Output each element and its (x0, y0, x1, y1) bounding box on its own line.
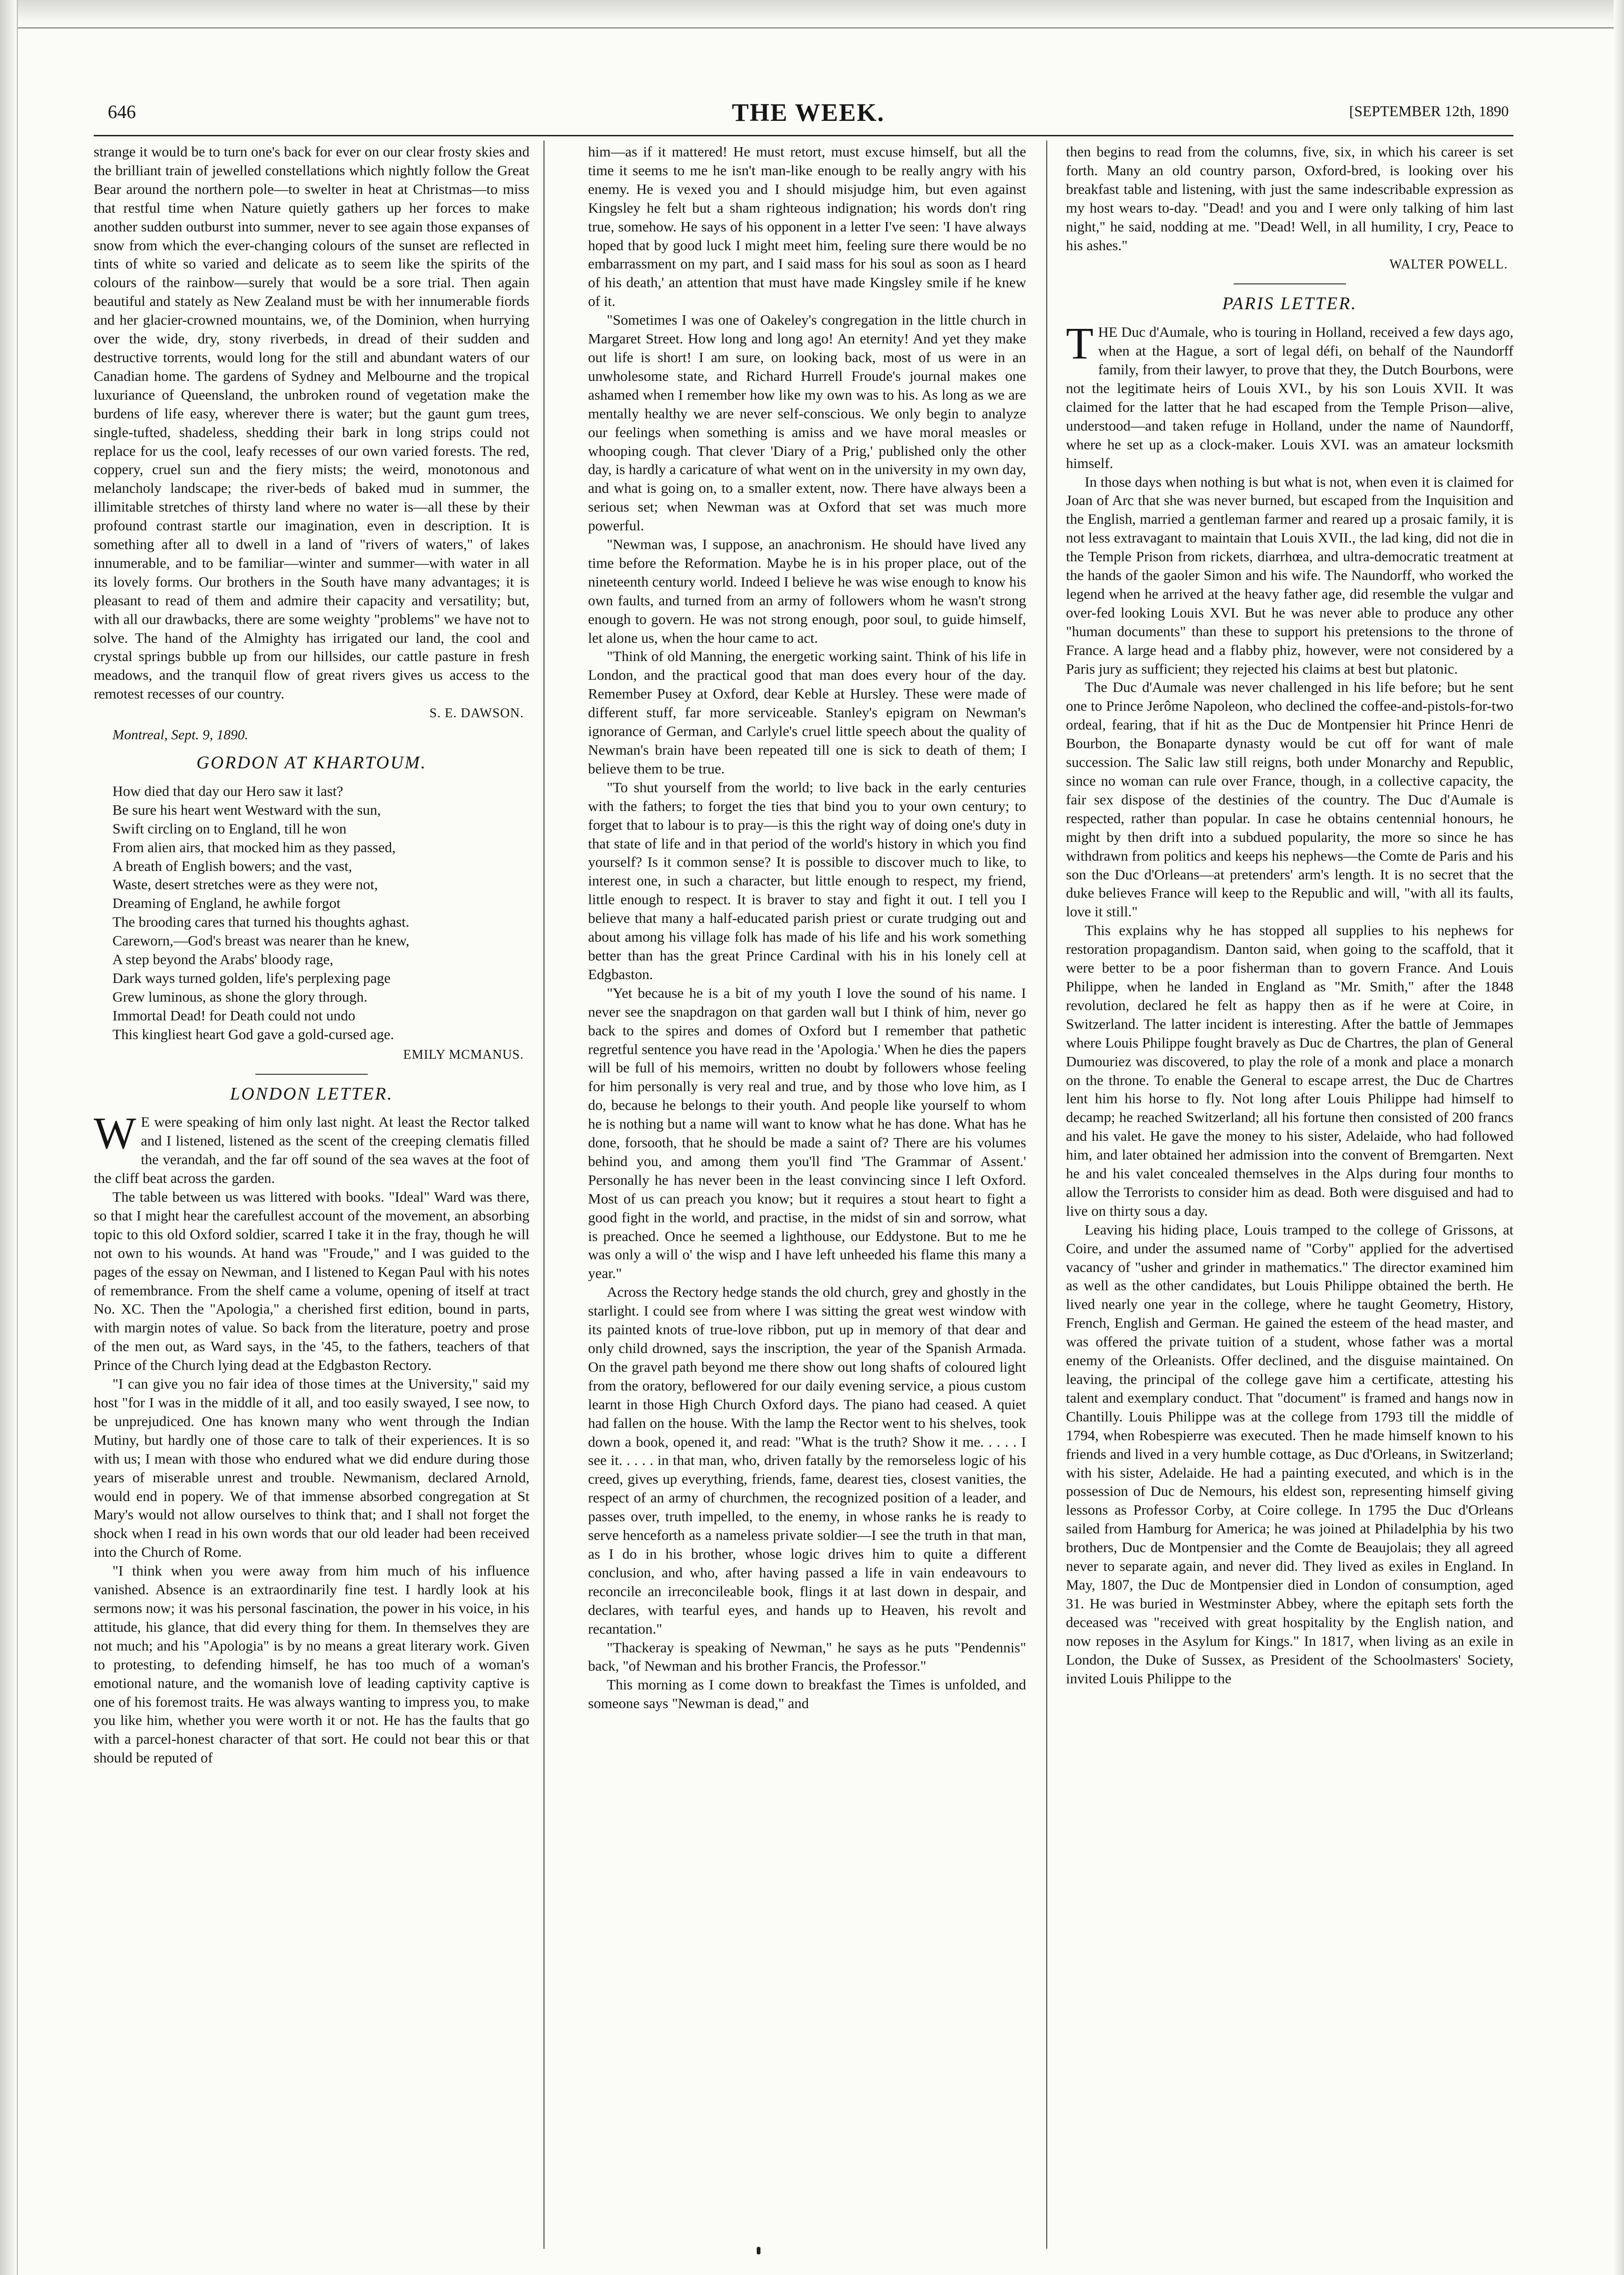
article-paragraph: Leaving his hiding place, Louis tramped to the college of Grissons, at Coire, and under the assumed name of "Corby" applied for the advertised vacancy of "usher and grinder in mathematics." The director examined him as well as the other candidates, but Louis Philippe obtained the berth. He lived nearly one year in the college, where he taught Geometry, History, French, English and German. He gained the esteem of the head master, and was offered the private tuition of a student, whose father was a mortal enemy of the Orleanists. Offer declined, and the disguise maintained. On leaving, the principal of the college gave him a certificate, attesting his talent and exemplary conduct. That "document" is framed and hangs now in Chantilly. Louis Philippe was at the college from 1793 till the middle of 1794, when Robespierre was executed. Then he made himself known to his friends and lived in a very humble cottage, as Duc d'Orleans, in Switzerland; with his sister, Adelaide. He had a painting executed, and which is in the possession of Duc de Nemours, his eldest son, representing himself giving lessons as Professor Corby, at Coire college. In 1795 the Duc d'Orleans sailed from Hamburg for America; he was joined at Philadelphia by his two brothers, Duc de Montpensier and the Comte de Beaujolais; they all agreed never to separate again, and never did. They lived as exiles in England. In May, 1807, the Duc de Montpensier died in London of consumption, aged 31. He was buried in Westminster Abbey, where the epitaph sets forth the deceased was "received with great hospitality by the English nation, and now reposes in the Asylum for Kings." In 1817, when living as an exile in London, the Duke of Sussex, as President of the Schoolmasters' Society, invited Louis Philippe to the (1066, 1221, 1513, 1687)
author-signature: S. E. DAWSON. (429, 706, 524, 721)
author-signature: WALTER POWELL. (1389, 257, 1508, 272)
section-title: PARIS LETTER. (1222, 294, 1357, 314)
article-paragraph: In those days when nothing is but what is not, when even it is claimed for Joan of Arc that she was never burned, but escaped from the Inquisition and the English, married a gentleman farmer and reared up a prosaic family, it is not less extravagant to maintain that Louis XVII., the lad king, did not die in the Temple Prison from rickets, diarrhœa, and ultra-democratic treatment at the hands of the gaoler Simon and his wife. The Naundorff, who worked the legend when he arrived at the heavy father age, did resemble the vulgar and over-fed looking Louis XVI. But he was never able to produce any other "human documents" than these to support his pretensions to the throne of France. A large head and a flabby phiz, however, were not considered by a Paris jury as sufficient; they rejected his claims at best but platonic. (1066, 473, 1513, 677)
scan-left-edge (0, 0, 18, 2275)
article-paragraph: "To shut yourself from the world; to live back in the early centuries with the fathers; to forget the ties that bind you to your own century; to forget that to labour is to pray—is this the right way of doing one's duty in that state of life and in that period of the world's history in which you find yourself? Is it common sense? It is possible to discover much to like, to interest one, in such a character, but little enough to respect, my friend, little enough to respect. It is braver to stay and fight it out. I tell you I believe that many a half-educated parish priest or curate trudging out and about among his village folk has made of his life and his work something better than has the great Prince Cardinal with his in his lonely cell at Edgbaston. (588, 779, 1026, 982)
section-title: LONDON LETTER. (230, 1084, 394, 1104)
poem-line: Immortal Dead! for Death could not undo (112, 1007, 356, 1024)
article-paragraph: THE Duc d'Aumale, who is touring in Holland, received a few days ago, when at the Hague, a sort of legal défi, on behalf of the Naundorff family, from their lawyer, to prove that they, the Dutch Bourbons, were not the legitimate heirs of Louis XVI., by his son Louis XVII. It was claimed for the latter that he had escaped from the Temple Prison—alive, understood—and taken refuge in Holland, under the name of Naundorff, where he set up as a clock-maker. Louis XVI. was an amateur locksmith himself. (1066, 318, 1513, 471)
poem-line: Swift circling on to England, till he won (112, 820, 347, 837)
poem-line: This kingliest heart God gave a gold-cursed age. (112, 1026, 394, 1042)
poem-line: Careworn,—God's breast was nearer than he knew, (112, 932, 410, 949)
article-paragraph: "Newman was, I suppose, an anachronism. He should have lived any time before the Reformation. Maybe he is in his proper place, out of the nineteenth century world. Indeed I believe he was wise enough to know his own faults, and turned from an army of followers whom he wasn't strong enough to govern. He was not strong enough, poor soul, to guide himself, let alone us, when the hour came to act. (588, 536, 1026, 646)
page-header (108, 98, 1509, 134)
issue-date: [SEPTEMBER 12th, 1890 (1349, 103, 1509, 119)
poem-title: GORDON AT KHARTOUM. (196, 753, 427, 773)
poem-line: The brooding cares that turned his thoughts aghast. (112, 914, 410, 930)
poem-line: A step beyond the Arabs' bloody rage, (112, 951, 334, 968)
drop-cap: T (1066, 318, 1094, 369)
article-paragraph: This morning as I come down to breakfast the Times is unfolded, and someone says "Newman is dead," and (588, 1676, 1026, 1712)
section-rule (1234, 283, 1346, 284)
scan-top-edge (0, 0, 1624, 29)
poem-line: From alien airs, that mocked him as they passed, (112, 839, 396, 855)
poem-line: Dark ways turned golden, life's perplexing page (112, 969, 391, 986)
column-divider (1046, 141, 1047, 2249)
article-paragraph: "I can give you no fair idea of those times at the University," said my host "for I was in the middle of it all, and too easily swayed, I see now, to be unprejudiced. One has known many who went through the Indian Mutiny, but hardly one of those care to talk of their experiences. It is so with us; I mean with those who endured what we did endure during those years of miserable unrest and trouble. Newmanism, declared Arnold, would end in popery. We of that immense absorbed congregation at St Mary's would not allow ourselves to think that; and I shall not forget the shock when I read in his own words that our old leader had been received into the Church of Rome. (94, 1375, 529, 1561)
article-paragraph: strange it would be to turn one's back for ever on our clear frosty skies and the brilliant train of jewelled constellations which nightly follow the Great Bear around the northern pole—to swelter in heat at Christmas—to miss that restful time when Nature quietly gathers up her forces to make another sudden outburst into summer, never to see again those expanses of snow from which the ever-changing colours of the sunset are reflected in tints of white so varied and delicate as to seem like the spirits of the colours of the rainbow—surely that would be a sore trial. Then again beautiful and stately as New Zealand must be with her innumerable fiords and her glacier-crowned mountains, we, of the Dominion, when hurrying over the wide, dry, stony riverbeds, in dread of their sudden and destructive torrents, would long for the still and abundant waters of our Canadian home. The gardens of Sydney and Melbourne and the tropical luxuriance of Queensland, the unbroken round of vegetation make the burdens of life easy, wherever there is water; but the gaunt gum trees, single-tufted, shadeless, shedding their bark in long strips could not replace for us the cool, leafy recesses of our own varied forests. The red, coppery, cruel sun and the fiery mists; the weird, monotonous and melancholy landscape; the river-beds of baked mud in summer, the illimitable stretches of thirsty land where no water is—all these by their profound contrast startle our imagination, even in description. It is something after all to dwell in a land of "rivers of waters," of lakes innumerable, and to be familiar—winter and summer—with water in all its lovely forms. Our brothers in the South have many advantages; it is pleasant to read of them and admire their capacity and versatility; but, with all our drawbacks, there are some weighty "problems" we have not to solve. The hand of the Almighty has irrigated our land, the cool and crystal springs bubble up from our hillsides, our cattle pasture in fresh meadows, and the tranquil flow of great rivers gives us access to the remotest recesses of our country. (94, 143, 529, 702)
poem-signature: EMILY MCMANUS. (403, 1047, 524, 1062)
paris-letter-heading (1066, 283, 1513, 313)
drop-cap: W (94, 1108, 136, 1159)
article-paragraph: The Duc d'Aumale was never challenged in his life before; but he sent one to Prince Jerôme Napoleon, who declined the coffee-and-pistols-for-two ordeal, fearing, that if hit as the Duc de Montpensier hit Prince Henri de Bourbon, the Bonaparte dynasty would be cut off for want of male succession. The Salic law still reigns, both under Monarchy and Republic, since no woman can rule over France, though, in a collective capacity, the fair sex dispose of the destinies of the country. The Duc d'Aumale is respected, rather than popular. In case he obtains centennial honours, he might by then drift into a subdued popularity, the more so since he has withdrawn from politics and keeps his nephews—the Comte de Paris and his son the Duc d'Orleans—at pretenders' arm's length. It is no secret that the duke believes France will keep to the Republic and will, "with all its faults, love it still." (1066, 679, 1513, 920)
header-rule (94, 135, 1513, 136)
article-paragraph: This explains why he has stopped all supplies to his nephews for restoration propagandism. Danton said, when going to the scaffold, that it were better to be a poor fisherman than to govern France. And Louis Philippe, when he landed in England as "Mr. Smith," after the 1848 revolution, declared he felt as happy then as if he were at Coire, in Switzerland. The latter incident is interesting. After the battle of Jemmapes where Louis Philippe fought bravely as Duc de Chartres, the plan of General Dumouriez was discovered, to play the role of a monk and place a monarch on the throne. To enable the General to escape arrest, the Duc de Chartres lent him his horse to fly. Not long after Louis Philippe had himself to decamp; he reached Switzerland; all his fortune then consisted of 200 francs and his valet. He gave the money to his sister, Adelaide, who had followed him, and later obtained her admission into the convent of Bremgarten. Next he and his valet concealed themselves in the Alps during four months to allow the Terrorists to consider him as dead. Both were disguised and had to live on thirty sous a day. (1066, 922, 1513, 1219)
column-1 (94, 142, 529, 2255)
article-paragraph: "Thackeray is speaking of Newman," he says as he puts "Pendennis" back, "of Newman and his brother Francis, the Professor." (588, 1639, 1026, 1674)
article-paragraph: Across the Rectory hedge stands the old church, grey and ghostly in the starlight. I could see from where I was sitting the great west window with its painted knots of true-love ribbon, put up in memory of that dear and only child drowned, says the inscription, the year of the Spanish Armada. On the gravel path beyond me there show out long shafts of coloured light from the oratory, beflowered for our daily evening service, a pious custom learnt in those High Church Oxford days. The piano had ceased. A quiet had fallen on the house. With the lamp the Rector went to his shelves, took down a book, opened it, and read: "What is the truth? Show it me. . . . . I see it. . . . . in that man, who, driven fatally by the remorseless logic of his creed, gives up everything, friends, fame, dearest ties, closest vanities, the respect of an army of churchmen, the recognized position of a leader, and passes over, truth impelled, to the enemy, in whose ranks he is ready to serve henceforth as a nameless private soldier—I see the truth in that man, as I do in his brother, whose logic drives him to quite a different conclusion, and who, after having passed a life in vain endeavours to reconcile an irreconcileable book, flings it at last down in despair, and declares, with tearful eyes, and hands up to Heaven, his revolt and recantation." (588, 1284, 1026, 1637)
poem-line: Be sure his heart went Westward with the sun, (112, 801, 381, 818)
masthead-title: THE WEEK. (731, 98, 885, 126)
poem-line: Waste, desert stretches were as they were not, (112, 876, 378, 893)
ink-mark (757, 2247, 760, 2254)
poem (112, 782, 529, 1044)
dateline: Montreal, Sept. 9, 1890. (112, 727, 248, 743)
article-paragraph: "Yet because he is a bit of my youth I love the sound of his name. I never see the snapdragon on that garden wall but I think of him, never go back to the spires and domes of Oxford but I remember that pathetic regretful sentence you have read in the 'Apologia.' When he dies the papers will be full of his memoirs, written no doubt by followers whose feeling for him personally is very real and true, and by those who love him, as I do, because he belongs to their youth. And people like yourself to whom he is nothing but a name will want to know what he has done. What has he done, forsooth, that he should be made a saint of? There are his volumes behind you, and among them you'll find 'The Grammar of Assent.' Personally he has never been in the least convincing since I left Oxford. Most of us can preach you know; but it requires a stout heart to fight a good fight in the world, and practise, in the midst of sin and sorrow, what is preached. Once he seemed a lighthouse, our Eddystone. But to me he was only a will o' the wisp and I have left unheeded his flame this many a year." (588, 984, 1026, 1282)
column-3 (1066, 142, 1513, 2255)
column-2 (588, 142, 1026, 2255)
poem-line: Dreaming of England, he awhile forgot (112, 895, 341, 912)
poem-line: Grew luminous, as shone the glory through. (112, 988, 368, 1005)
article-paragraph: W E were speaking of him only last night. At least the Rector talked and I listened, listened as the scent of the creeping clematis filled the verandah, and the far off sound of the sea waves at the foot of the cliff beat across the garden. (94, 1108, 529, 1187)
section-rule (255, 1074, 368, 1075)
article-paragraph: "Think of old Manning, the energetic working saint. Think of his life in London, and the practical good that man does every hour of the day. Remember Pusey at Oxford, dear Keble at Hursley. These were made of different stuff, far more serviceable. Stanley's epigram on Newman's ignorance of German, and Carlyle's cruel little speech about the quality of Newman's brain have been repeated till one is sick to death of them; I believe them to be true. (588, 648, 1026, 777)
article-paragraph: "Sometimes I was one of Oakeley's congregation in the little church in Margaret Street. How long and long ago! An eternity! And yet they make out life is short! I am sure, on looking back, most of us were in an unwholesome state, and Richard Hurrell Froude's journal makes one ashamed when I remember how like my own was to his. As long as we are mentally healthy we are never self-conscious. We only begin to analyze our feelings when something is amiss and we have moral measles or whooping cough. That clever 'Diary of a Prig,' published only the other day, is hardly a caricature of what went on in the university in my own day, and what is going on, to a smaller extent, now. There have always been a serious set; when Newman was at Oxford that set was much more powerful. (588, 312, 1026, 534)
scan-right-edge (1614, 0, 1624, 2275)
article-paragraph: The table between us was littered with books. "Ideal" Ward was there, so that I might hear the carefullest account of the movement, an absorbing topic to this old Oxford soldier, scarred I take it in the fray, though he will not own to his wounds. At hand was "Froude," and I was guided to the pages of the essay on Newman, and I listened to Kegan Paul with his notes of remembrance. From the shelf came a volume, opening of itself at tract No. XC. Then the "Apologia," a cherished first edition, bound in parts, with margin notes of value. So back from the literature, poetry and prose of the men out, as Ward says, in the '45, to the fathers, teachers of that Prince of the Church lying dead at the Edgbaston Rectory. (94, 1189, 529, 1374)
article-paragraph: "I think when you were away from him much of his influence vanished. Absence is an extraordinarily fine test. I hardly look at his sermons now; it was his personal fascination, the power in his voice, in his attitude, his glance, that did every thing for them. In themselves they are not much; and his "Apologia" is by no means a great literary work. Given to protesting, to defending himself, he has too much of a woman's emotional nature, and the womanish love of leading captivity captive is one of his foremost traits. He was always wanting to impress you, to make you like him, whether you were worth it or not. He has the faults that go with a parcel-honest character of that sort. He could not bear this or that should be reputed of (94, 1562, 529, 1766)
poem-heading (94, 754, 529, 773)
page-number: 646 (108, 101, 136, 122)
poem-line: How died that day our Hero saw it last? (112, 782, 343, 799)
article-paragraph: then begins to read from the columns, five, six, in which his career is set forth. Many an old country parson, Oxford-bred, is looking over his breakfast table and listening, with just the same indescribable expression as my host wears to-day. "Dead! and you and I were only talking of him last night," he said, nodding at me. "Dead! Well, in all humility, I cry, Peace to his ashes." (1066, 143, 1513, 253)
article-paragraph: him—as if it mattered! He must retort, must excuse himself, but all the time it seems to me he isn't man-like enough to be really angry with his enemy. He is vexed you and I should misjudge him, but even against Kingsley he felt but a sham righteous indignation; his words don't ring true, somehow. He says of his opponent in a letter I've seen: 'I have always hoped that by good luck I might meet him, feeling sure there would be no embarrassment on my part, and I said mass for his soul as soon as I heard of his death,' an attention that must have made Kingsley smile if he knew of it. (588, 143, 1026, 310)
poem-line: A breath of English bowers; and the vast, (112, 857, 352, 874)
london-letter-heading (94, 1074, 529, 1104)
